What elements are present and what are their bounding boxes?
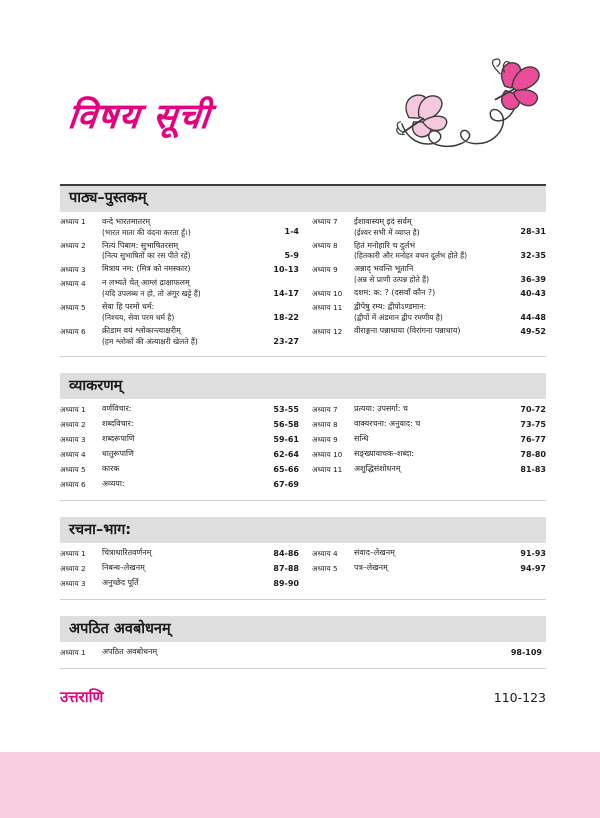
chapter-text <box>354 450 512 458</box>
section-grammar <box>60 373 546 501</box>
page-range: 18-22 <box>273 312 299 322</box>
toc-entry[interactable] <box>312 242 546 260</box>
section-composition <box>60 517 546 600</box>
chapter-text <box>354 549 512 557</box>
chapter-title: अपठित अवबोधनम् <box>102 647 158 657</box>
section-body <box>60 543 546 599</box>
page-range: 81-83 <box>520 464 546 474</box>
section-title: रचना–भाग: <box>69 521 132 538</box>
chapter-title: वाक्यरचना: अनुवाद: च <box>354 419 421 429</box>
chapter-text <box>354 242 512 260</box>
toc-entry[interactable] <box>60 435 299 444</box>
toc-entry[interactable] <box>312 265 546 283</box>
page-range: 67-69 <box>273 479 299 489</box>
chapter-text <box>102 465 265 473</box>
chapter-label: अध्याय 5 <box>60 302 86 312</box>
chapter-title: शब्दरूपाणि <box>102 434 135 444</box>
page-range: 65-66 <box>273 464 299 474</box>
chapter-label: अध्याय 2 <box>60 241 86 250</box>
chapter-text <box>102 648 502 656</box>
section-header-textbook <box>60 186 546 212</box>
chapter-label: अध्याय 10 <box>312 288 343 298</box>
chapter-label: अध्याय 8 <box>312 241 338 250</box>
chapter-text <box>102 420 265 428</box>
page-range: 40-43 <box>520 288 546 298</box>
page-range: 5-9 <box>284 250 299 260</box>
page-range: 28-31 <box>520 227 546 236</box>
page-range: 76-77 <box>520 434 546 444</box>
chapter-subtitle: (अन्न से प्राणी उत्पन्न होते हैं) <box>354 275 430 285</box>
toc-entry[interactable] <box>60 549 299 558</box>
toc-entry[interactable] <box>312 289 546 298</box>
chapter-title: चित्राधारितवर्णनम् <box>102 548 152 558</box>
column-right <box>303 405 546 495</box>
chapter-label: अध्याय 1 <box>60 548 86 558</box>
chapter-text <box>102 327 265 345</box>
chapter-text <box>354 303 512 321</box>
page-range: 56-58 <box>273 419 299 429</box>
chapter-title: सङ्ख्यावाचक–शब्दा: <box>354 449 414 459</box>
chapter-title: अशुद्धिसंशोधनम् <box>354 464 401 474</box>
page-header <box>0 0 600 178</box>
column-right <box>303 549 546 594</box>
chapter-label: अध्याय 7 <box>312 217 338 227</box>
chapter-title: द्वीपेषु रम्य: द्वीपोऽण्डमान: <box>354 302 427 312</box>
chapter-text <box>354 435 512 443</box>
chapter-title: पत्र–लेखनम् <box>354 563 388 573</box>
page-range: 44-48 <box>520 312 546 322</box>
section-header-unseen-comprehension <box>60 616 546 642</box>
chapter-title: सन्धि <box>354 434 369 444</box>
chapter-label: अध्याय 11 <box>312 302 343 312</box>
toc-entry[interactable] <box>60 465 299 474</box>
page-range: 98-109 <box>510 647 542 657</box>
toc-entry[interactable] <box>60 480 299 489</box>
butterflies-decoration-icon <box>372 52 562 170</box>
chapter-text <box>354 564 512 572</box>
page-range: 94-97 <box>520 563 546 573</box>
chapter-label: अध्याय 4 <box>60 449 86 459</box>
chapter-text <box>354 327 512 335</box>
chapter-title: मित्राय नम: (मित्र को नमस्कार) <box>102 264 191 274</box>
chapter-text <box>354 265 512 283</box>
chapter-text <box>354 420 512 428</box>
chapter-label: अध्याय 2 <box>60 419 86 429</box>
toc-entry[interactable] <box>60 564 299 573</box>
page-range: 89-90 <box>273 578 299 588</box>
chapter-title: प्रत्यया: उपसर्गा: च <box>354 404 408 414</box>
page-range: 32-35 <box>520 250 546 260</box>
chapter-label: अध्याय 1 <box>60 404 86 414</box>
toc-entry[interactable] <box>60 242 299 260</box>
chapter-title: दशम: क: ? (दसवाँ कौन ?) <box>354 288 436 298</box>
page-range: 91-93 <box>520 548 546 558</box>
page-range: 62-64 <box>273 449 299 459</box>
chapter-subtitle: (ईश्वर सभी में व्याप्त है) <box>354 227 420 237</box>
chapter-label: अध्याय 1 <box>60 647 86 657</box>
chapter-label: अध्याय 6 <box>60 326 86 336</box>
chapter-text <box>102 549 265 557</box>
toc-entry[interactable] <box>60 450 299 459</box>
toc-entry[interactable] <box>60 279 299 297</box>
chapter-text <box>102 564 265 572</box>
spacer <box>60 357 546 373</box>
chapter-text <box>102 218 265 236</box>
chapter-text <box>102 265 265 273</box>
chapter-text <box>354 405 512 413</box>
page-range: 70-72 <box>520 404 546 414</box>
toc-entry[interactable] <box>60 579 299 588</box>
chapter-title: अनुच्छेद पूर्ति <box>102 578 139 588</box>
chapter-title: अन्नाद् भवन्ति भूतानि <box>354 264 414 274</box>
spacer <box>60 501 546 517</box>
chapter-text <box>102 579 265 587</box>
section-body <box>60 212 546 357</box>
chapter-label: अध्याय 3 <box>60 264 86 274</box>
chapter-text <box>102 303 265 321</box>
toc-entry[interactable] <box>312 435 546 444</box>
toc-entry[interactable] <box>60 303 299 321</box>
toc-entry[interactable] <box>312 327 546 336</box>
chapter-label: अध्याय 5 <box>60 464 86 474</box>
chapter-title: हितं मनोहारि च दुर्लभं <box>354 240 415 250</box>
chapter-label: अध्याय 3 <box>60 578 86 588</box>
column-left <box>60 218 303 352</box>
chapter-title: वन्दे भारतमातरम् <box>102 216 151 226</box>
toc-entry[interactable] <box>60 218 299 236</box>
chapter-label: अध्याय 4 <box>312 548 338 558</box>
section-header-grammar <box>60 373 546 399</box>
chapter-label: अध्याय 7 <box>312 404 338 414</box>
toc-entry[interactable] <box>312 218 546 236</box>
answers-page-range: 110-123 <box>493 690 546 705</box>
chapter-label: अध्याय 5 <box>312 563 338 573</box>
chapter-title: न लभ्यते चेत् आम्लं द्राक्षाफलम् <box>102 278 190 288</box>
page-range: 10-13 <box>273 264 299 274</box>
toc-entry[interactable] <box>60 648 542 657</box>
page-range: 49-52 <box>520 326 546 336</box>
column-left <box>60 549 303 594</box>
chapter-title: वर्णविचार: <box>102 404 132 414</box>
chapter-title: वीराङ्गना पन्नाधाया (विरांगना पन्नाधाय) <box>354 326 461 336</box>
toc-entry[interactable] <box>312 564 546 573</box>
section-body <box>60 399 546 500</box>
page-range: 59-61 <box>273 434 299 444</box>
chapter-label: अध्याय 2 <box>60 563 86 573</box>
chapter-text <box>354 289 512 297</box>
chapter-text <box>102 279 265 297</box>
chapter-label: अध्याय 8 <box>312 419 338 429</box>
section-title: पाठ्य–पुस्तकम् <box>69 190 147 207</box>
chapter-label: अध्याय 4 <box>60 278 86 288</box>
footer-band <box>0 752 600 818</box>
chapter-text <box>354 218 512 236</box>
chapter-label: अध्याय 11 <box>312 464 343 474</box>
chapter-title: निबन्ध–लेखनम् <box>102 563 145 573</box>
page-range: 14-17 <box>273 288 299 298</box>
chapter-subtitle: (हम श्लोकों की अंत्याक्षरी खेलते हैं) <box>102 337 198 347</box>
toc-entry[interactable] <box>60 405 299 414</box>
page-range: 1-4 <box>284 227 299 236</box>
page-range: 53-55 <box>273 404 299 414</box>
toc-entry[interactable] <box>60 265 299 274</box>
spacer <box>60 600 546 616</box>
toc-entry[interactable] <box>312 405 546 414</box>
contents-container <box>60 184 546 669</box>
chapter-label: अध्याय 12 <box>312 326 343 336</box>
chapter-subtitle: (नित्य सुभाषितों का रस पीते रहें) <box>102 251 191 261</box>
chapter-title: क्रीडाम वयं श्लोकान्त्याक्षरीम् <box>102 326 181 336</box>
section-title: व्याकरणम् <box>69 377 123 394</box>
chapter-text <box>102 435 265 443</box>
toc-entry[interactable] <box>312 450 546 459</box>
chapter-label: अध्याय 10 <box>312 449 343 459</box>
chapter-subtitle: (हितकारी और मनोहर वचन दुर्लभ होते हैं) <box>354 251 468 261</box>
chapter-subtitle: (द्वीपों में अंडमान द्वीप रमणीय है) <box>354 313 443 323</box>
chapter-text <box>354 465 512 473</box>
chapter-label: अध्याय 1 <box>60 217 86 227</box>
chapter-label: अध्याय 3 <box>60 434 86 444</box>
answers-row[interactable] <box>60 690 546 705</box>
chapter-text <box>102 242 265 260</box>
page-title: विषय सूची <box>65 97 213 137</box>
chapter-title: नित्यं पिबाम: सुभाषितरसम् <box>102 240 179 250</box>
toc-entry[interactable] <box>312 420 546 429</box>
chapter-label: अध्याय 9 <box>312 434 338 444</box>
page-range: 87-88 <box>273 563 299 573</box>
page-range: 23-27 <box>273 336 299 346</box>
answers-label: उत्तराणि <box>60 688 104 706</box>
column-left <box>60 405 303 495</box>
section-unseen-comprehension <box>60 616 546 669</box>
chapter-title: संवाद–लेखनम् <box>354 548 395 558</box>
toc-entry[interactable] <box>312 465 546 474</box>
chapter-title: अव्यया: <box>102 479 125 489</box>
page-range: 36-39 <box>520 274 546 284</box>
section-header-composition <box>60 517 546 543</box>
chapter-text <box>102 405 265 413</box>
toc-entry[interactable] <box>60 327 299 345</box>
toc-entry[interactable] <box>312 303 546 321</box>
toc-entry[interactable] <box>312 549 546 558</box>
chapter-title: शब्दविचार: <box>102 419 134 429</box>
page-range: 73-75 <box>520 419 546 429</box>
chapter-title: कारक <box>102 464 120 474</box>
chapter-label: अध्याय 9 <box>312 264 338 274</box>
toc-entry[interactable] <box>60 420 299 429</box>
chapter-text <box>102 450 265 458</box>
section-textbook <box>60 186 546 358</box>
section-title: अपठित अवबोधनम् <box>69 620 171 637</box>
page-range: 84-86 <box>273 548 299 558</box>
chapter-label: अध्याय 6 <box>60 479 86 489</box>
chapter-subtitle: (भारत माता की वंदना करता हूँ।) <box>102 227 191 237</box>
chapter-subtitle: (निश्चय, सेवा परम धर्म है) <box>102 313 175 323</box>
section-body <box>60 642 546 668</box>
section-divider <box>60 668 546 669</box>
page-range: 78-80 <box>520 449 546 459</box>
chapter-subtitle: (यदि उपलब्ध न हो, तो अंगूर खट्टे हैं) <box>102 289 201 299</box>
chapter-title: ईशावास्यम् इदं सर्वम् <box>354 216 412 226</box>
column-right <box>303 218 546 352</box>
chapter-title: धातुरूपाणि <box>102 449 134 459</box>
chapter-title: सेवा हि परमो धर्म: <box>102 302 155 312</box>
chapter-text <box>102 480 265 488</box>
column-full <box>60 648 546 663</box>
